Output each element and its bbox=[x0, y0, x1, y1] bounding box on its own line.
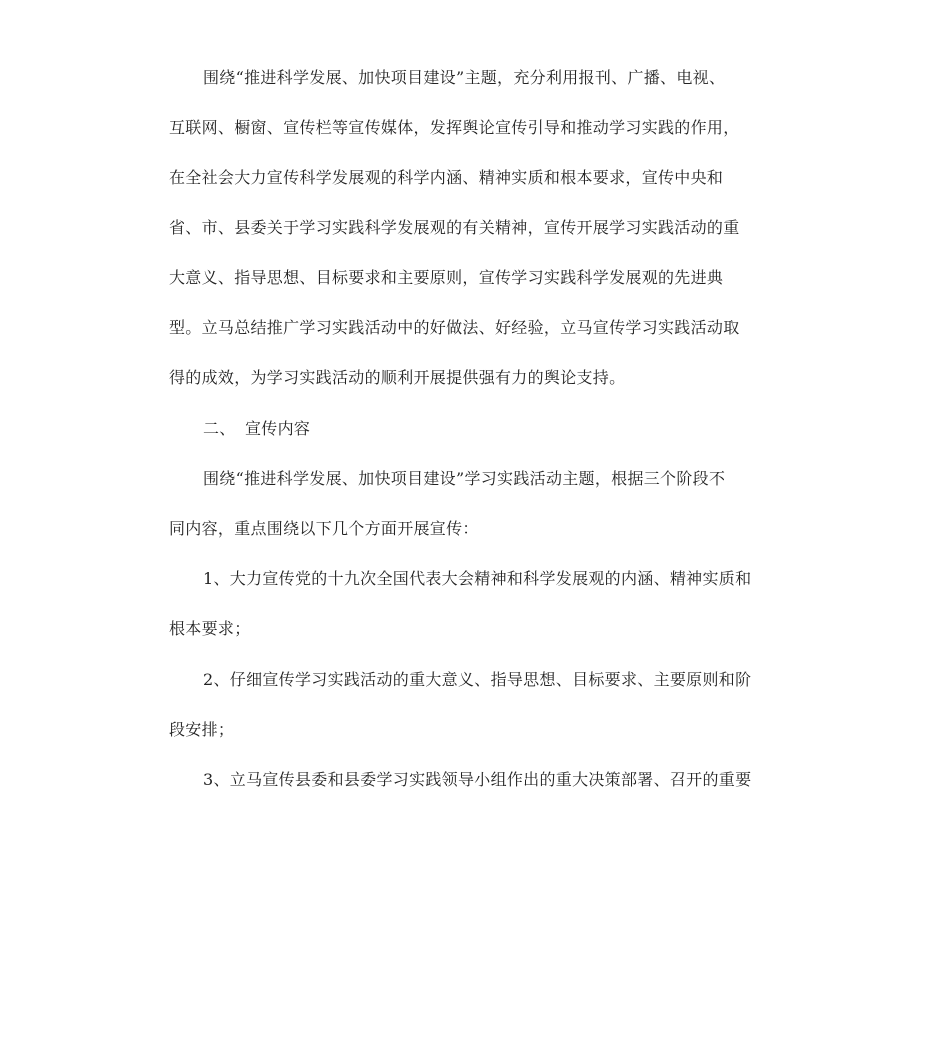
list-item-2-line-2: 段安排； bbox=[169, 720, 235, 739]
list-item-2-line-1: 2、仔细宣传学习实践活动的重大意义、指导思想、目标要求、主要原则和阶 bbox=[203, 670, 752, 689]
paragraph-1-line-6: 型。立马总结推广学习实践活动中的好做法、好经验，立马宣传学习实践活动取 bbox=[169, 318, 740, 337]
section-heading-title: 宣传内容 bbox=[245, 419, 311, 438]
paragraph-1-line-5: 大意义、指导思想、目标要求和主要原则，宣传学习实践科学发展观的先进典 bbox=[169, 268, 724, 287]
paragraph-2-line-2: 同内容，重点围绕以下几个方面开展宣传： bbox=[169, 519, 479, 538]
paragraph-1-line-2: 互联网、橱窗、宣传栏等宣传媒体，发挥舆论宣传引导和推动学习实践的作用， bbox=[169, 118, 740, 137]
paragraph-1-line-4: 省、市、县委关于学习实践科学发展观的有关精神，宣传开展学习实践活动的重 bbox=[169, 218, 740, 237]
list-item-3-line-1: 3、立马宣传县委和县委学习实践领导小组作出的重大决策部署、召开的重要 bbox=[203, 770, 752, 789]
paragraph-1-line-1: 围绕“推进科学发展、加快项目建设”主题，充分利用报刊、广播、电视、 bbox=[203, 68, 726, 87]
list-item-1-line-2: 根本要求； bbox=[169, 619, 251, 638]
paragraph-1-line-3: 在全社会大力宣传科学发展观的科学内涵、精神实质和根本要求，宣传中央和 bbox=[169, 168, 724, 187]
paragraph-1-line-7: 得的成效，为学习实践活动的顺利开展提供强有力的舆论支持。 bbox=[169, 368, 626, 387]
paragraph-2-line-1: 围绕“推进科学发展、加快项目建设”学习实践活动主题，根据三个阶段不 bbox=[203, 469, 726, 488]
list-item-1-line-1: 1、大力宣传党的十九次全国代表大会精神和科学发展观的内涵、精神实质和 bbox=[203, 569, 752, 588]
section-heading bbox=[203, 418, 310, 440]
section-heading-number: 二、 bbox=[203, 419, 236, 438]
